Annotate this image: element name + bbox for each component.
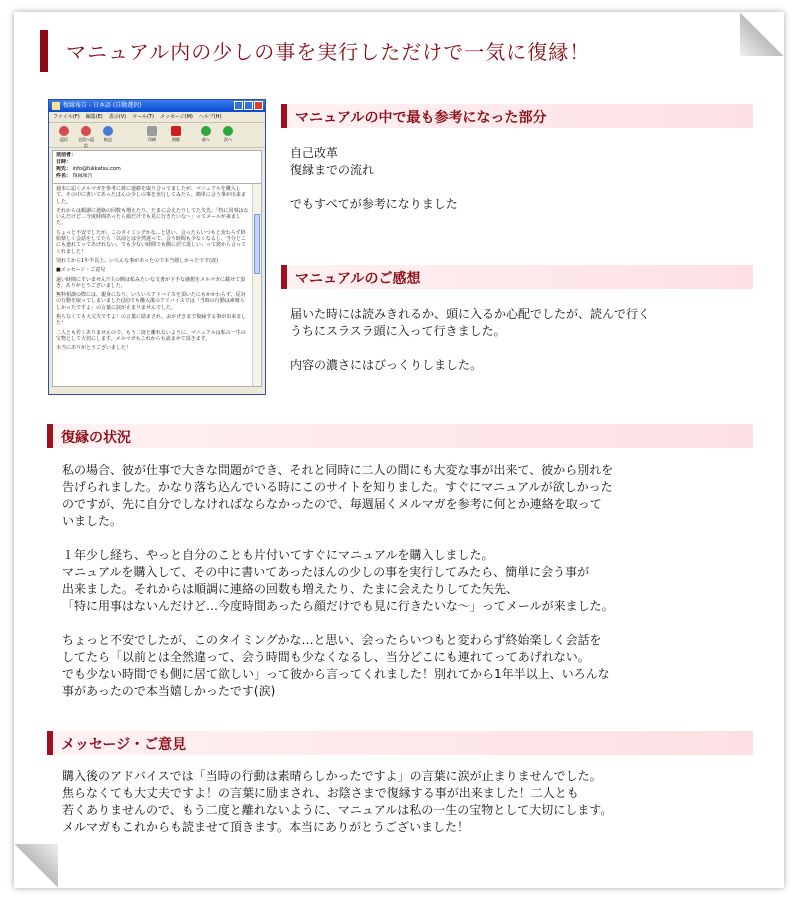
text-line: のですが、先に自分でしなければならなかったので、毎週届くメルマガを参考に何とか連絡を取って [62,497,602,511]
prev-label: 前へ [202,137,210,142]
section-body-useful [290,145,458,213]
header-from [56,152,258,159]
print-tool [143,126,161,143]
email-paragraph: 焦らなくても大丈夫ですよ！の言葉に励まされ、おかげさまで復縁する事が出来ました！ [56,314,247,327]
page-curl-bottom-left [14,844,58,888]
line-gap [290,179,458,196]
main-heading [40,30,748,72]
section-heading-text: 復縁の状況 [61,430,131,446]
text-line: マニュアルを購入して、その中に書いてあったほんの少しの事を実行してみたら、簡単に会う事が [62,565,590,579]
header-value: 復縁報告 [72,173,93,179]
menu-edit: 編集(E) [85,114,103,120]
header-label: 件名： [56,173,72,179]
mail-icon [52,102,60,110]
text-line: うちにスラスラ頭に入って行きました。 [290,324,506,338]
text-line: してたら「以前とは全然違って、会う時間も少なくなるし、当分どこにも連れてってあげれない。 [62,650,590,664]
section-heading-impression [281,265,753,289]
delete-tool [167,126,185,143]
menu-tools: ツール(T) [132,114,154,120]
email-paragraph: 別れてから1年半以上、いろんな事があったので本当嬉しかったです(涙) [56,257,219,264]
close-icon [254,101,263,110]
line-gap [62,615,614,632]
text-line: 若くありませんので、もう二度と離れないように、マニュアルは私の一生の宝物として大切にします。 [62,803,613,817]
email-paragraph: 本当にありがとうございました！ [56,345,132,352]
section-heading-message [47,731,753,755]
scrollbar-thumb [254,214,260,274]
header-label: 日時： [56,159,72,165]
arrow-up-icon [201,126,211,136]
email-screenshot [48,99,266,395]
section-body-situation [62,462,614,700]
header-label: 宛先： [56,166,72,172]
header-label: 送信者： [56,152,77,158]
email-paragraph: それからは順調に連絡の回数も増えたり、たまに会えたりしてた矢先、「特に用事はないんだけど…今度時間あったら顔だけでも見に行きたいな〜」ってメールが来ました。 [56,207,249,227]
text-line: 出来ました。それからは順調に連絡の回数も増えたり、たまに会えたりしてた矢先、 [62,582,519,596]
menu-file: ファイル(F) [53,114,80,120]
email-paragraph: 週末に届くメルマガを参考に彼に連絡を取り合ってましたが、マニュアルを購入して、その中に書いてあったほんの少しの事を実行してみたら、簡単に会う事が出来ました。 [56,186,246,205]
main-heading-text: マニュアル内の少しの事を実行しただけで一気に復縁！ [66,40,591,64]
window-buttons [233,101,263,115]
text-line: いました。 [62,514,123,528]
reply-tool [55,126,73,143]
reply-all-label: 全員へ返信 [78,137,94,148]
delete-label: 削除 [172,137,180,142]
arrow-down-icon [223,126,233,136]
email-headers [52,150,262,183]
text-line: でも少ない時間でも側に居て欲しい」って彼から言ってくれました！別れてから1年半以上、いろんな [62,667,610,681]
text-line: 内容の濃さにはびっくりしました。 [290,358,483,372]
text-line: １年少し経ち、やっと自分のことも片付いてすぐにマニュアルを購入しました。 [62,548,494,562]
next-tool [219,126,237,143]
reply-icon [59,126,69,136]
email-scrollbar [252,184,261,386]
text-line: 事があったので本当嬉しかったです(涙) [62,684,276,698]
menu-help: ヘルプ(H) [198,114,222,120]
email-toolbar [49,122,265,148]
email-paragraph: ちょっと不安でしたが、このタイミングかな…と思い、会ったらいつもと変わらず終始楽しく会話をしてたら「以前とは全然違って、会う時間も少なくなるし、当分どこにも連れてってあげれない。でも少ない時間でも側に居て欲しい」って彼から言ってくれました！ [56,229,247,255]
email-paragraph: 遠い時間にすいません!!主の側は私みたいな文書が下手な感想をメルマガに載せて頂き、ありがとうございました。 [56,276,246,289]
forward-tool [99,126,117,143]
reply-label: 返信 [60,137,68,142]
email-titlebar [49,100,265,112]
header-date [56,159,258,166]
maximize-icon [244,101,253,110]
email-paragraph: 無料相談の際には、親身になり、いろいろアドバイスを頂いたにもかかわらず、反対の行動を取ってしまいました(涙)でも購入後のアドバイスでは「当時の行動は素晴らしかったですよ」の言葉に涙が止まりませんでした。 [56,292,246,311]
menu-view: 表示(V) [108,114,127,120]
section-heading-text: マニュアルのご感想 [295,271,421,287]
forward-label: 転送 [104,137,112,142]
text-line: 「特に用事はないんだけど…今度時間あったら顔だけでも見に行きたいな〜」ってメールが来ました。 [62,599,614,613]
header-to [56,166,258,173]
menu-message: メッセージ(M) [159,114,193,120]
delete-icon [171,126,181,136]
text-line: 焦らなくても大丈夫ですよ！の言葉に励まされ、お陰さまで復縁する事が出来ました！二人とも [62,786,579,800]
text-line: メルマガもこれからも読ませて頂きます。本当にありがとうございました！ [62,820,470,834]
forward-icon [103,126,113,136]
section-body-message [62,768,612,836]
text-line: 復縁までの流れ [290,163,375,177]
email-paragraph: 二人とも若くありませんので、もう二度と離れないように、マニュアルは私の一生の宝物として大切にします。メルマガもこれからも読ませて頂きます。 [56,329,246,342]
next-label: 次へ [224,137,232,142]
text-line: ちょっと不安でしたが、このタイミングかな…と思い、会ったらいつもと変わらず終始楽しく会話を [62,633,602,647]
print-icon [147,126,157,136]
section-heading-text: メッセージ・ご意見 [61,737,187,753]
print-label: 印刷 [148,137,156,142]
reply-all-tool [77,126,95,149]
email-window-title: 復縁報告 - 日本語 (自動選択) [63,102,142,109]
section-heading-useful [281,104,753,128]
text-line: 告げられました。かなり落ち込んでいる時にこのサイトを知りました。すぐにマニュアルが欲しかった [62,480,613,494]
prev-tool [197,126,215,143]
minimize-icon [234,101,243,110]
section-heading-text: マニュアルの中で最も参考になった部分 [295,110,547,126]
header-value: info@fukkatsu.com [72,166,121,172]
text-line: 自己改革 [290,146,339,160]
text-line: でもすべてが参考になりました [290,197,458,211]
text-line: 私の場合、彼が仕事で大きな問題ができ、それと同時に二人の間にも大変な事が出来て、彼から別れを [62,463,614,477]
email-paragraph: ■メッセージ・ご意見 [56,267,106,274]
line-gap [290,340,650,357]
email-body [52,183,262,387]
reply-all-icon [81,126,91,136]
line-gap [62,530,614,547]
text-line: 購入後のアドバイスでは「当時の行動は素晴らしかったですよ」の言葉に涙が止まりませんでした。 [62,769,602,783]
section-body-impression [290,306,650,374]
header-subject [56,173,258,180]
text-line: 届いた時には読みきれるか、頭に入るか心配でしたが、読んで行く [290,307,651,321]
section-heading-situation [47,424,753,448]
